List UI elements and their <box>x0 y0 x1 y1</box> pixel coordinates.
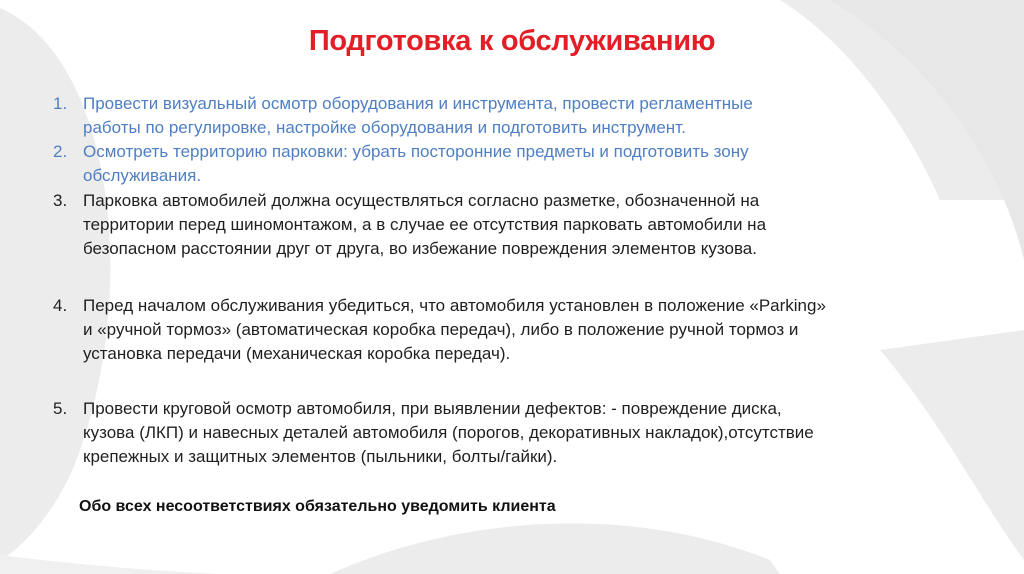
list-item-text <box>83 92 953 140</box>
list-item-line: Осмотреть территорию парковки: убрать посторонние предметы и подготовить зону <box>83 142 749 161</box>
list-item-line: обслуживания. <box>83 166 202 185</box>
list-item-number: 3. <box>53 191 68 210</box>
list-item-text <box>83 189 953 261</box>
list-item-line: крепежных и защитных элементов (пыльники, болты/гайки). <box>83 447 558 466</box>
list-item-3 <box>53 189 953 267</box>
list-item-text <box>83 294 953 366</box>
list-item-line: Перед началом обслуживания убедиться, что автомобиля установлен в положение «Parking» <box>83 296 826 315</box>
list-item-5 <box>53 397 953 475</box>
footer-note: Обо всех несоответствиях обязательно уведомить клиента <box>79 498 556 515</box>
list-item-line: установка передачи (механическая коробка передач). <box>83 344 511 363</box>
slide-title: Подготовка к обслуживанию <box>308 25 716 57</box>
list-item-line: безопасном расстоянии друг от друга, во избежание повреждения элементов кузова. <box>83 239 757 258</box>
list-item-line: Провести визуальный осмотр оборудования и инструмента, провести регламентные <box>83 94 753 113</box>
list-item-4 <box>53 294 953 372</box>
list-item-line: Провести круговой осмотр автомобиля, при выявлении дефектов: - повреждение диска, <box>83 399 782 418</box>
list-item-number: 5. <box>53 399 68 418</box>
background-swoosh-bottom <box>330 523 780 574</box>
list-item-1 <box>53 92 953 140</box>
list-item-line: работы по регулировке, настройке оборудования и подготовить инструмент. <box>83 118 686 137</box>
list-item-line: кузова (ЛКП) и навесных деталей автомобиля (порогов, декоративных накладок),отсутствие <box>83 423 814 442</box>
list-item-line: территории перед шиномонтажом, а в случае ее отсутствия парковать автомобили на <box>83 215 767 234</box>
list-item-line: и «ручной тормоз» (автоматическая коробка передач), либо в положение ручной тормоз и <box>83 320 799 339</box>
background-swoosh-left <box>0 8 110 560</box>
list-item-line: Парковка автомобилей должна осуществляться согласно разметке, обозначенной на <box>83 191 760 210</box>
list-item-number: 2. <box>53 142 68 161</box>
background-swoosh-bottom-left <box>0 555 220 574</box>
list-item-2 <box>53 140 953 188</box>
list-item-text <box>83 397 953 469</box>
list-item-number: 1. <box>53 94 68 113</box>
list-item-text <box>83 140 953 188</box>
list-item-number: 4. <box>53 296 68 315</box>
